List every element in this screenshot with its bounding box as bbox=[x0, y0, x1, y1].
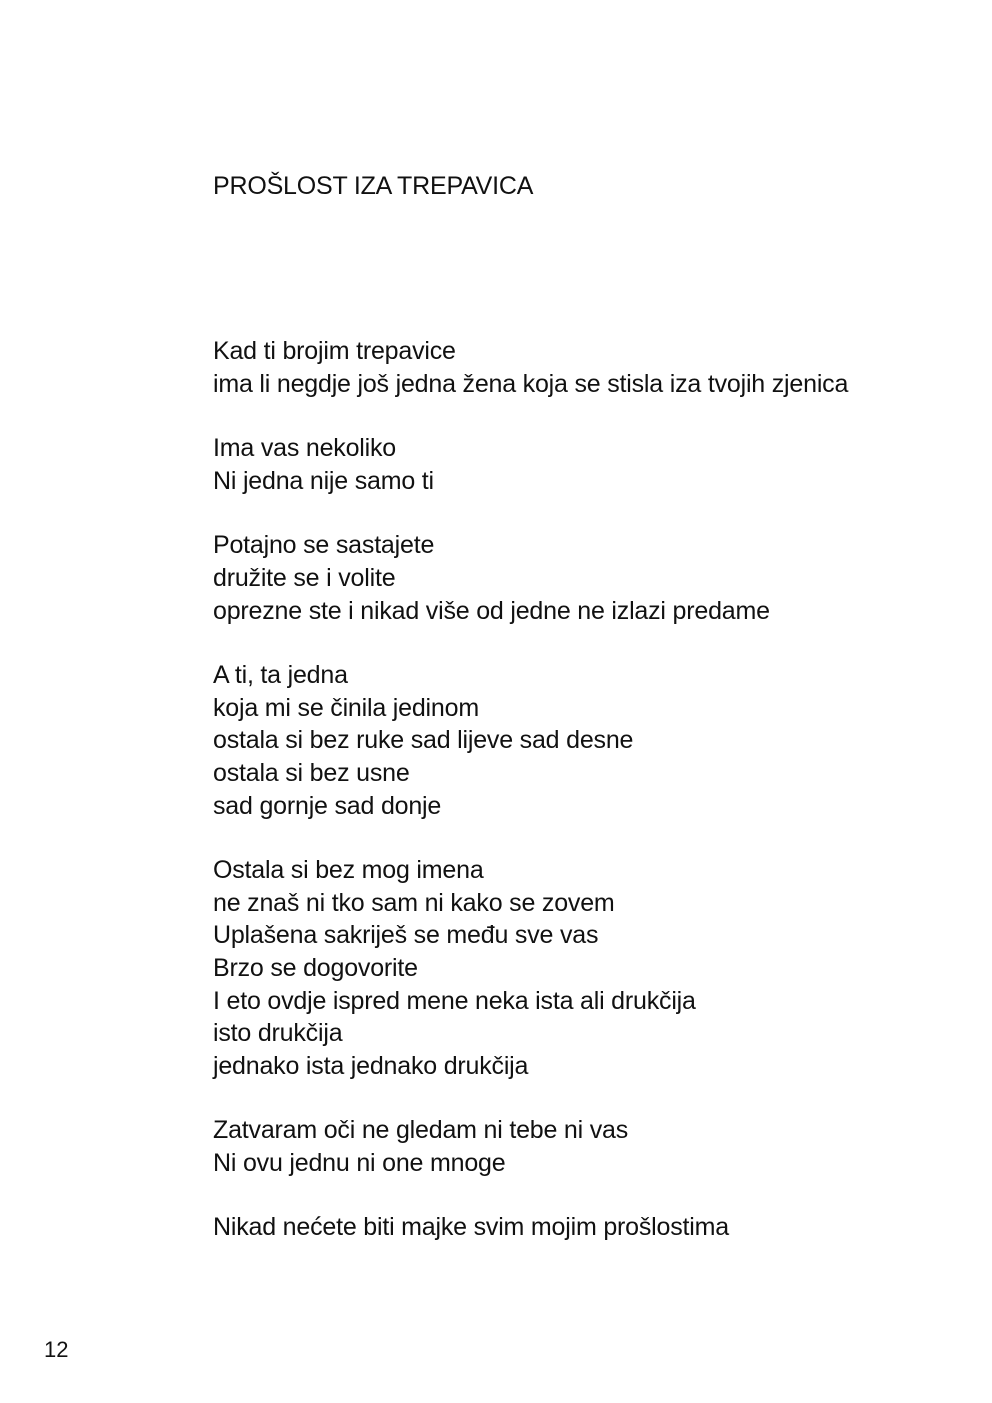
poem-line: sad gornje sad donje bbox=[213, 791, 442, 820]
poem-line: Ni jedna nije samo ti bbox=[213, 466, 434, 495]
poem-line: Uplašena sakriješ se među sve vas bbox=[213, 921, 599, 950]
poem-line: A ti, ta jedna bbox=[213, 661, 348, 690]
poem-line: Ima vas nekoliko bbox=[213, 434, 396, 463]
poem-line: ostala si bez ruke sad lijeve sad desne bbox=[213, 726, 634, 755]
poem-line: Nikad nećete biti majke svim mojim prošlostima bbox=[213, 1213, 729, 1242]
poem-line: ostala si bez usne bbox=[213, 758, 410, 787]
poem-line: I eto ovdje ispred mene neka ista ali drukčija bbox=[213, 986, 696, 1015]
stanza bbox=[213, 1211, 973, 1244]
poem-line: Zatvaram oči ne gledam ni tebe ni vas bbox=[213, 1116, 629, 1145]
poem-line: koja mi se činila jedinom bbox=[213, 693, 479, 722]
poem-line: Ni ovu jednu ni one mnoge bbox=[213, 1148, 506, 1177]
stanza bbox=[213, 335, 973, 400]
stanza bbox=[213, 529, 973, 627]
poem-line: ima li negdje još jedna žena koja se stisla iza tvojih zjenica bbox=[213, 369, 849, 398]
poem-line: Potajno se sastajete bbox=[213, 531, 435, 560]
stanza bbox=[213, 1114, 973, 1179]
poem-line: jednako ista jednako drukčija bbox=[213, 1051, 529, 1080]
poem-line: Brzo se dogovorite bbox=[213, 953, 418, 982]
stanza bbox=[213, 854, 973, 1082]
poem-title: PROŠLOST IZA TREPAVICA bbox=[213, 172, 534, 200]
poem-line: oprezne ste i nikad više od jedne ne izlazi predame bbox=[213, 596, 770, 625]
poem-line: Kad ti brojim trepavice bbox=[213, 337, 456, 365]
page-number: 12 bbox=[44, 1337, 69, 1362]
poem-line: Ostala si bez mog imena bbox=[213, 856, 484, 885]
poem-line: ne znaš ni tko sam ni kako se zovem bbox=[213, 888, 615, 917]
poem-line: družite se i volite bbox=[213, 563, 396, 592]
poem-line: isto drukčija bbox=[213, 1019, 343, 1048]
poem-body bbox=[213, 335, 973, 1276]
stanza bbox=[213, 432, 973, 497]
stanza bbox=[213, 659, 973, 822]
